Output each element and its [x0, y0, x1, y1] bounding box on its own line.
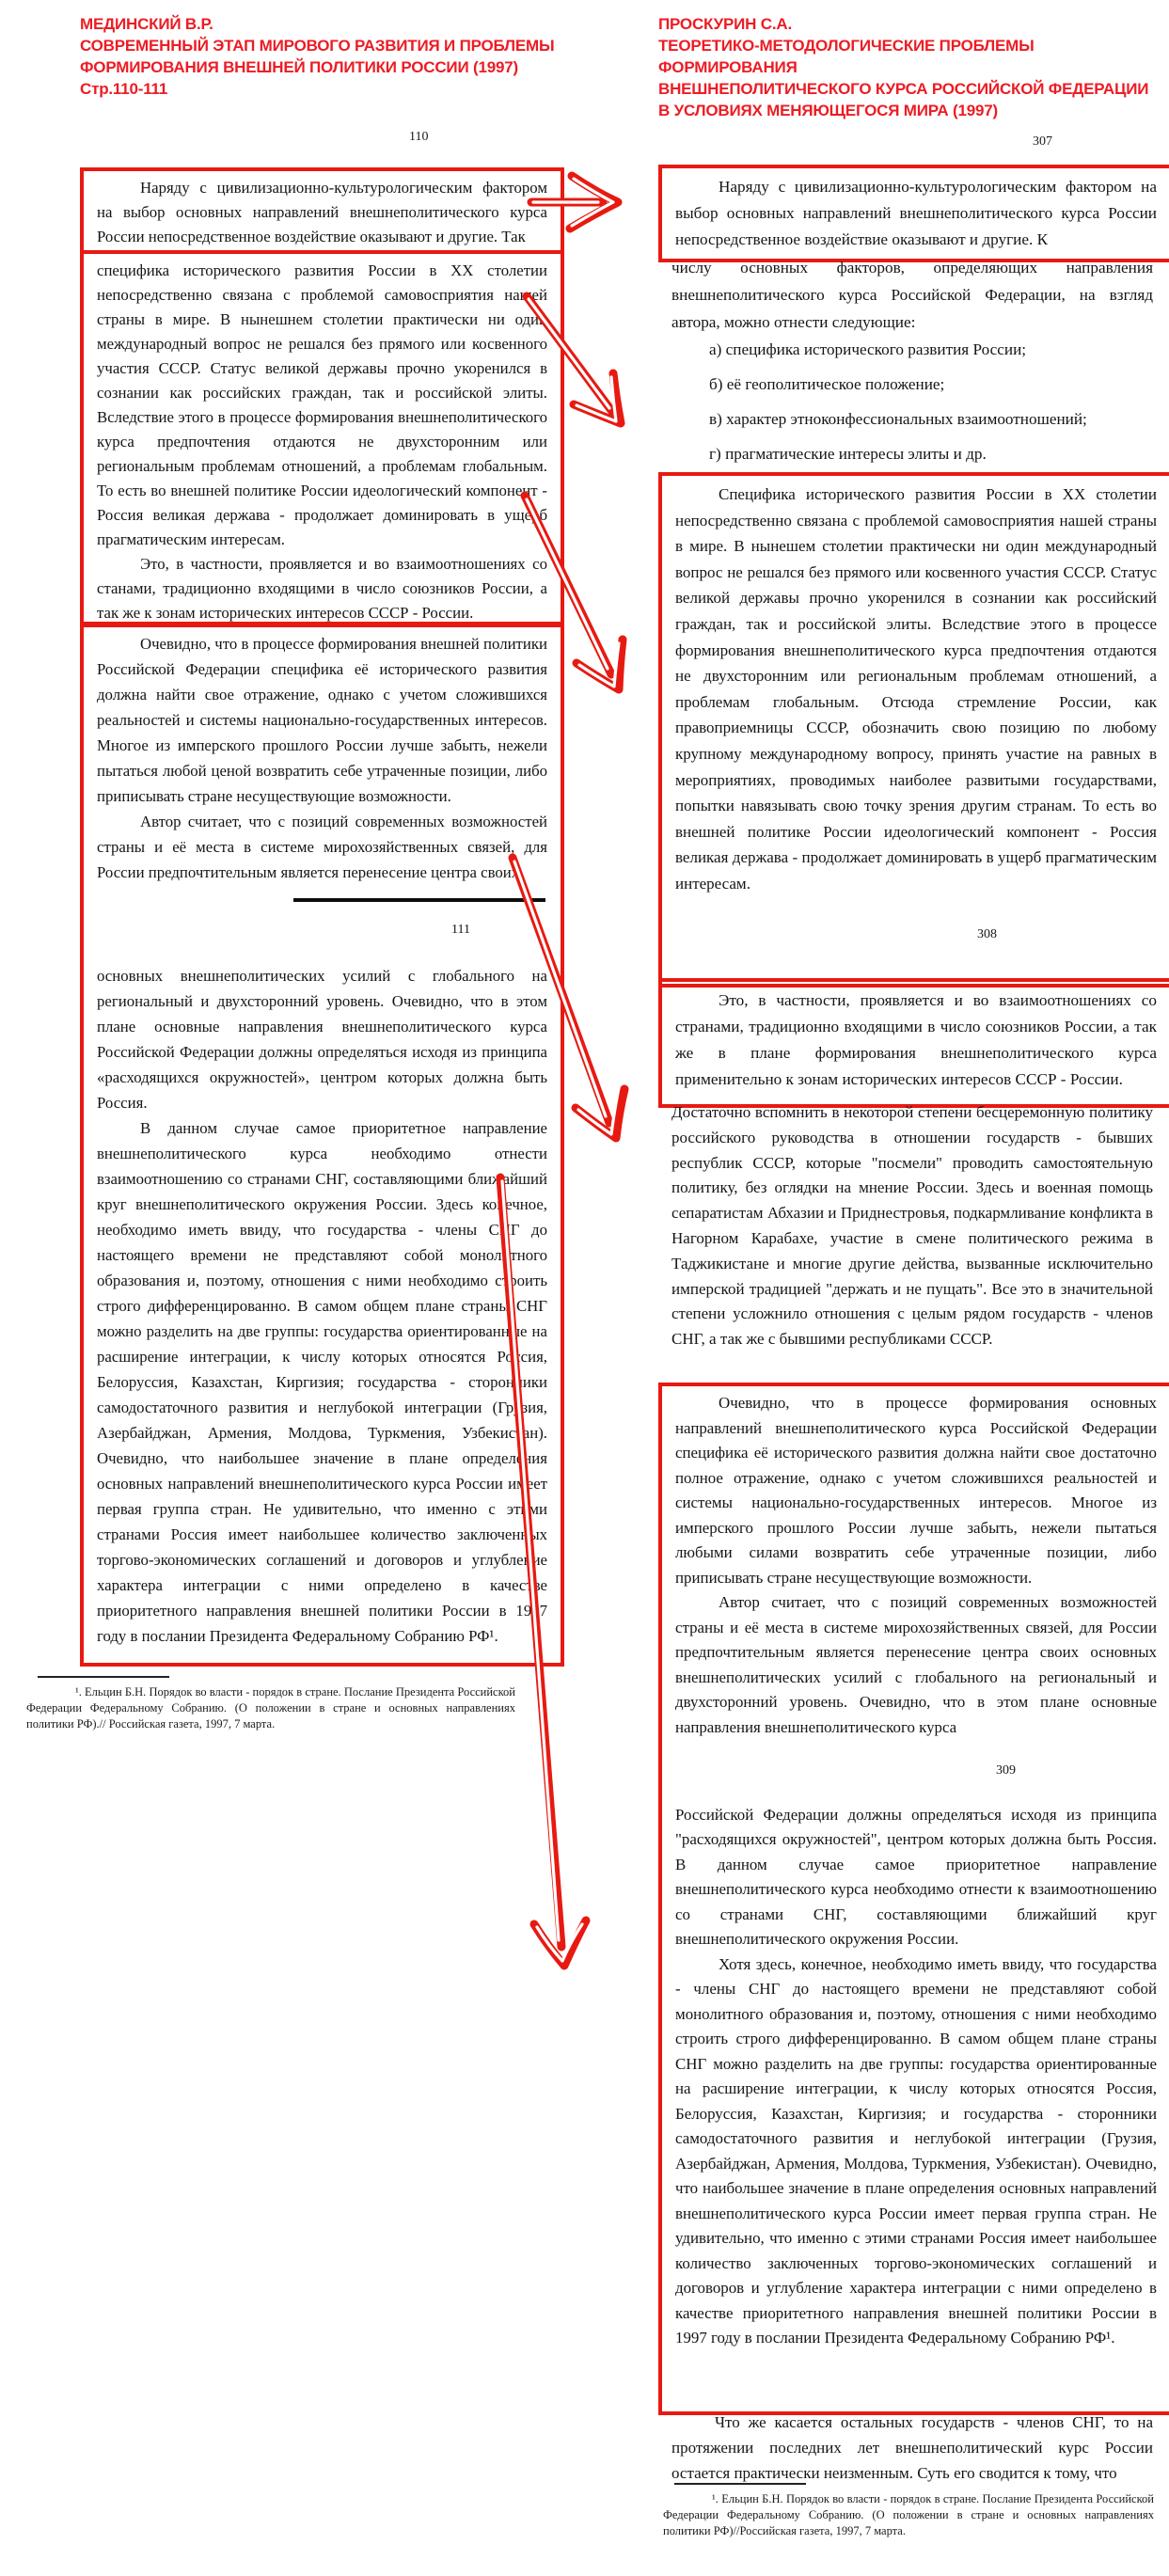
right-source-title-line1: ТЕОРЕТИКО-МЕТОДОЛОГИЧЕСКИЕ ПРОБЛЕМЫ ФОРМИРОВАНИЯ: [658, 37, 1035, 76]
right-after-text: [671, 2410, 1153, 2486]
right-after-paragraph: Что же касается остальных государств - членов СНГ, то на протяжении последних лет внешнеполитический курс России остается практически неизменным. Суть его сводится к тому, что: [671, 2413, 1153, 2482]
left-source-pages: Стр.110-111: [80, 80, 168, 98]
right-source-header: [658, 13, 1166, 121]
right-list-item-g: г) прагматические интересы элиты и др.: [709, 445, 987, 463]
right-page-number-309: 309: [996, 1763, 1016, 1778]
right-quote-box-4: [658, 1383, 1169, 2415]
right-page-number-308: 308: [977, 926, 997, 941]
left-quote-box-3: [80, 622, 564, 1667]
right-page-number-307: 307: [1033, 134, 1052, 149]
left-source-title-line1: СОВРЕМЕННЫЙ ЭТАП МИРОВОГО РАЗВИТИЯ И ПРОБЛЕМЫ: [80, 37, 555, 55]
left-page-number-110: 110: [409, 130, 429, 144]
right-source-author: ПРОСКУРИН С.А.: [658, 15, 792, 33]
right-intro-text: [671, 254, 1153, 336]
right-source-title-line3: В УСЛОВИЯХ МЕНЯЮЩЕГОСЯ МИРА (1997): [658, 102, 998, 119]
left-box3-paragraph-1: Очевидно, что в процессе формирования внешней политики Российской Федерации специфика её исторического развития должна найти свое отражение, однако с учетом сложившихся реальностей и системы национально-государственных интересов. Многое из имперского прошлого России лучше забыть, нежели пытаться любой ценой возвратить себе утраченные позиции, либо приписывать стране несуществующие возможности.: [97, 635, 547, 805]
right-list-item-b: б) её геополитическое положение;: [709, 375, 945, 393]
right-list-item-v: в) характер этноконфессиональных взаимоотношений;: [709, 410, 1087, 428]
right-box1-text: Наряду с цивилизационно-культурологическим фактором на выбор основных направлений внешнеполитического курса России непосредственное воздействие оказывают и другие. К: [675, 178, 1157, 248]
left-page-number-111: 111: [451, 923, 470, 937]
right-footnote: [663, 2483, 1154, 2539]
right-box2-text: Специфика исторического развития России в XX столетии непосредственно связана с проблемой самовосприятия нашей страны в мире. В нынешем столетии практически ни один международный вопрос не решался без прямого или косвенного участия СССР. Статус великой державы прочно укоренился в сознании как российский граждан, так и российской элиты. Вследствие этого в процессе формирования внешнеполитического курса предпочтения отдаются не двухсторонним или региональным проблемам отношений, а проблемам глобальным. Отсюда стремление России, как правоприемницы СССР, обозначить свою позицию по любому крупному международному вопросу, принять участие на равных в мероприятиях, проводимых наиболее развитыми государствами, попытки навязывать свою точку зрения другим странам. То есть во внешней политике России идеологический компонент - Россия великая держава - продолжает доминировать в ущерб прагматическим интересам.: [675, 485, 1157, 893]
right-quote-box-3: [658, 978, 1169, 1108]
right-footnote-rule: [674, 2483, 806, 2485]
left-box2-paragraph-1: специфика исторического развития России в XX столетии непосредственно связана с проблемой самовосприятия нашей страны в мире. В нынешнем столетии практически ни один международный вопрос не решался без прямого или косвенного участия СССР. Статус великой державы прочно укоренился в сознании как российских граждан, так и российской элиты. Вследствие этого в процессе формирования внешнеполитического курса предпочтения отдаются не двухсторонним или региональным проблемам отношений, а проблемам глобальным. То есть во внешней политике России идеологический компонент - Россия великая держава - продолжает доминировать в ущерб прагматическим интересам.: [97, 261, 547, 548]
right-quote-box-1: [658, 165, 1169, 262]
left-box3-paragraph-4: В данном случае самое приоритетное направление внешнеполитического курса необходимо отнести взаимоотношению со странами СНГ, составляющими ближайший круг внешнеполитического окружения России. Здесь конечное, необходимо иметь ввиду, что государства - члены СНГ до настоящего времени не представляют собой монолитного образования и, поэтому, отношения с ними необходимо строить строго дифференцированно. В самом общем плане страны СНГ можно разделить на две группы: государства ориентированные на расширение интеграции, к числу которых относятся Россия, Белоруссия, Казахстан, Киргизия; государства - сторонники самодостаточного развития и неглубокой интеграции (Грузия, Азербайджан, Армения, Молдова, Туркмения, Узбекистан). Очевидно, что наибольшее значение в плане определения основных направлений внешнеполитического курса России имеет первая группа стран. Не удивительно, что именно с этими странами Россия имеет наибольшее количество заключенных торгово-экономических соглашений и договоров и углубление характера интеграции с ними определено в качестве приоритетного направления внешней политики России в 1997 году в послании Президента Федеральному Собранию РФ¹.: [97, 1119, 547, 1645]
right-footnote-text: ¹. Ельцин Б.Н. Порядок во власти - порядок в стране. Послание Президента Российской Федерации Федеральному Собранию. (О положении в стране и основных направлениях политики РФ)//Российская газета, 1997, 7 марта.: [663, 2492, 1154, 2537]
left-quote-box-2: [80, 250, 564, 627]
left-source-header: [80, 13, 578, 100]
left-quote-box-1: [80, 167, 564, 254]
left-footnote: [26, 1676, 515, 1732]
left-box2-paragraph-2: Это, в частности, проявляется и во взаимоотношениях со станами, традиционно входящими в число союзников России, а так же к зонам исторических интересов СССР - России.: [97, 555, 547, 622]
left-box3-paragraph-2: Автор считает, что с позиций современных возможностей страны и её места в системе мирохозяйственных связей, для России предпочтительным является перенесение центра своих: [97, 813, 547, 881]
left-source-title-line2: ФОРМИРОВАНИЯ ВНЕШНЕЙ ПОЛИТИКИ РОССИИ (1997): [80, 58, 518, 76]
right-source-title-line2: ВНЕШНЕПОЛИТИЧЕСКОГО КУРСА РОССИЙСКОЙ ФЕДЕРАЦИИ: [658, 80, 1149, 98]
right-intro-paragraph: числу основных факторов, определяющих направления внешнеполитического курса Российской Федерации, на взгляд автора, можно отнести следующие:: [671, 259, 1153, 331]
right-list-item-a: а) специфика исторического развития России;: [709, 340, 1027, 358]
right-factor-list: [671, 337, 1153, 476]
right-between-text: [671, 1100, 1153, 1352]
right-box4-paragraph-1: Очевидно, что в процессе формирования основных направлений внешнеполитического курса Российской Федерации специфика её исторического развития должна найти свое достаточно полное отражение, однако с учетом сложившихся реальностей и системы национально-государственных интересов. Многое из имперского прошлого России лучше забыть, нежели пытаться любыми силами возвратить себе утраченные позиции, либо приписывать стране несуществующие возможности.: [675, 1394, 1157, 1587]
left-footnote-rule: [38, 1676, 169, 1678]
left-box1-text: Наряду с цивилизационно-культурологическим фактором на выбор основных направлений внешнеполитического курса России непосредственное воздействие оказывают и другие. Так: [97, 179, 547, 245]
right-box4-paragraph-4: Хотя здесь, конечное, необходимо иметь ввиду, что государства - члены СНГ до настоящего времени не представляют собой монолитного образования и, поэтому, отношения с ними необходимо строить строго дифференцированно. В самом общем плане страны СНГ можно разделить на две группы: государства ориентированные на расширение интеграции, к числу которых относятся Россия, Белоруссия, Казахстан, Киргизия; и государства - сторонники самодостаточного развития и неглубокой интеграции (Грузия, Азербайджан, Армения, Молдова, Туркмения, Узбекистан). Очевидно, что наибольшее значение в плане определения основных направлений внешнеполитического курса России имеет первая группа стран. Не удивительно, что именно с этими странами Россия имеет наибольшее количество заключенных торгово-экономических соглашений и договоров и углубление характера интеграции с ними определено в качестве приоритетного направления внешней политики России в 1997 году в послании Президента Федеральному Собранию РФ¹.: [675, 1954, 1157, 2347]
left-source-author: МЕДИНСКИЙ В.Р.: [80, 15, 213, 33]
left-footnote-text: ¹. Ельцин Б.Н. Порядок во власти - порядок в стране. Послание Президента Российской Федерации Федеральному Собранию. (О положении в стране и основных направлениях политики РФ).// Российская газета, 1997, 7 марта.: [26, 1685, 515, 1731]
right-quote-box-2: [658, 472, 1169, 988]
right-between-paragraph: Достаточно вспомнить в некоторой степени бесцеремонную политику российского руководства в отношении государств - бывших республик СССР, которые "посмели" проводить самостоятельную политику, без оглядки на мнение России. Здесь и военная помощь сепаратистам Абхазии и Приднестровья, подкармливание конфликта в Нагорном Карабахе, участие в смене политического режима в Таджикистане и многие другие действа, вызванные исключительно имперской традицией "держать и не пущать". Все это в значительной степени усложнило отношения с целым рядом государств - членов СНГ, а так же с бывшими республиками СССР.: [671, 1103, 1153, 1349]
right-box4-paragraph-3: Российской Федерации должны определяться исходя из принципа "расходящихся окружностей", центром которых должна быть Россия. В данном случае самое приоритетное направление внешнеполитического курса необходимо отнести к взаимоотношению со странами СНГ, составляющими ближайший круг внешнеполитического окружения России.: [675, 1805, 1157, 1948]
right-box3-text: Это, в частности, проявляется и во взаимоотношениях со странами, традиционно входящими в число союзников России, а так же в плане формирования внешнеполитического курса применительно к зонам исторических интересов СССР - России.: [675, 991, 1157, 1088]
page-break-line: [293, 898, 545, 902]
left-box3-paragraph-3: основных внешнеполитических усилий с глобального на региональный и двухсторонний уровень. Очевидно, что в этом плане основные направления внешнеполитического курса Российской Федерации должны определяться исходя из принципа «расходящихся окружностей», центром которых должна быть Россия.: [97, 967, 547, 1112]
right-box4-paragraph-2: Автор считает, что с позиций современных возможностей страны и её места в системе мирохозяйственных связей, для России предпочтительным является перенесение центра своих основных внешнеполитических усилий с глобального на региональный и двухсторонний уровень. Очевидно, что в этом плане основные направления внешнеполитического курса: [675, 1593, 1157, 1736]
